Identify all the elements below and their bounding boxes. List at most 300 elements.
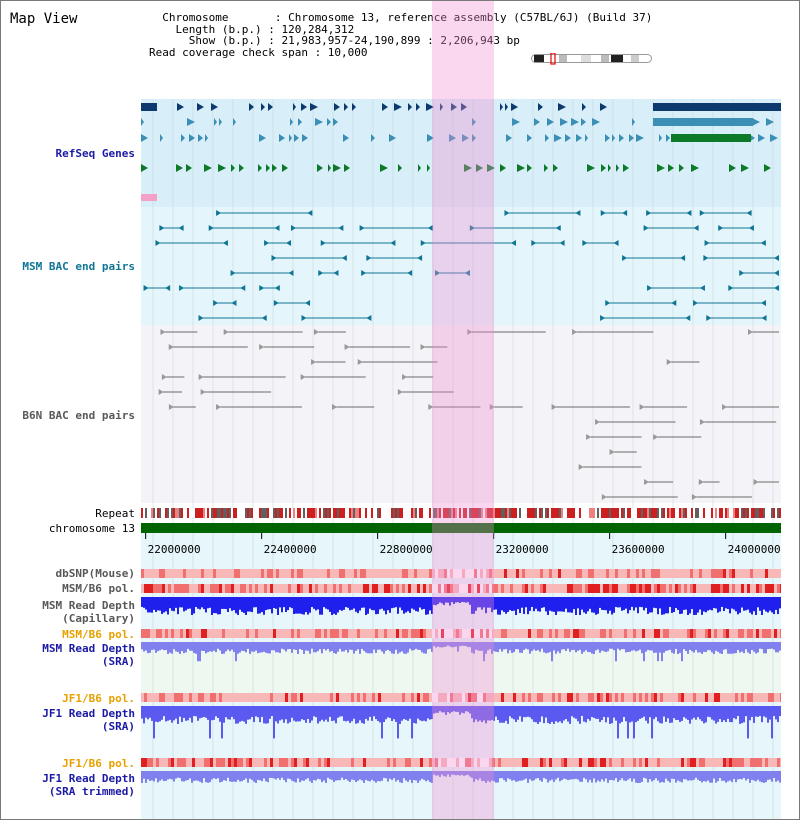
heat-cell [735, 693, 738, 702]
depth-bar [381, 771, 383, 781]
depth-bar [579, 771, 581, 782]
depth-bar [269, 597, 271, 609]
heat-cell [228, 629, 231, 638]
depth-bar [293, 771, 295, 782]
heat-cell [774, 693, 777, 702]
depth-bar [347, 597, 349, 608]
repeat-mark [285, 508, 287, 518]
repeat-mark [237, 508, 239, 518]
depth-bar [523, 771, 525, 780]
heat-cell [264, 758, 267, 767]
heat-cell [672, 584, 675, 593]
depth-bar [375, 706, 377, 719]
depth-bar [497, 597, 499, 615]
depth-bar [645, 706, 647, 721]
heat-cell [762, 569, 765, 578]
depth-bar [173, 706, 175, 720]
repeat-mark [585, 508, 587, 518]
depth-bar [589, 597, 591, 609]
repeat-mark [179, 508, 181, 518]
heat-cell [711, 693, 714, 702]
heat-cell [531, 629, 534, 638]
depth-bar [617, 642, 619, 649]
repeat-mark [327, 508, 329, 518]
depth-bar [335, 597, 337, 615]
depth-bar [601, 706, 603, 720]
heat-cell [216, 629, 219, 638]
heat-cell [360, 584, 363, 593]
heat-cell [342, 569, 345, 578]
depth-bar [709, 597, 711, 610]
heat-cell [291, 758, 294, 767]
heat-cell [663, 584, 666, 593]
depth-bar [275, 771, 277, 779]
heat-cell [702, 758, 705, 767]
heat-cell [300, 569, 303, 578]
heat-cell [231, 693, 234, 702]
depth-bar [723, 642, 725, 650]
depth-bar [709, 642, 711, 650]
depth-bar [621, 771, 623, 778]
heat-cell [222, 693, 225, 702]
heat-cell [213, 569, 216, 578]
depth-bar [765, 706, 767, 718]
repeat-mark [143, 508, 145, 518]
heat-cell [333, 629, 336, 638]
heat-cell [753, 569, 756, 578]
heat-cell [384, 693, 387, 702]
depth-bar [257, 597, 259, 614]
heat-cell [246, 758, 249, 767]
depth-bar [617, 771, 619, 782]
depth-bar [399, 771, 401, 782]
depth-bar [499, 771, 501, 778]
heat-cell [330, 629, 333, 638]
depth-bar [695, 642, 697, 650]
repeat-mark [353, 508, 355, 518]
heat-cell [405, 569, 408, 578]
depth-bar [185, 771, 187, 781]
heat-cell [396, 569, 399, 578]
depth-bar [247, 642, 249, 649]
depth-bar [599, 597, 601, 608]
heat-cell [552, 569, 555, 578]
heat-cell [564, 584, 567, 593]
depth-bar [143, 706, 145, 723]
depth-bar [281, 706, 283, 719]
heat-cell [240, 629, 243, 638]
depth-bar [539, 706, 541, 722]
heat-cell [264, 569, 267, 578]
heat-cell [558, 629, 561, 638]
depth-bar [529, 597, 531, 611]
depth-bar [587, 706, 589, 719]
depth-bar [561, 706, 563, 723]
depth-bar [743, 597, 745, 611]
depth-bar [193, 771, 195, 781]
depth-bar [583, 642, 585, 652]
depth-bar [625, 706, 627, 721]
heat-cell [417, 758, 420, 767]
depth-bar [347, 771, 349, 781]
depth-bar [247, 771, 249, 783]
repeat-mark [219, 508, 221, 518]
repeat-mark [189, 508, 191, 518]
heat-cell [507, 693, 510, 702]
heat-cell [669, 758, 672, 767]
repeat-mark [495, 508, 497, 518]
depth-bar [769, 706, 771, 720]
repeat-mark [351, 508, 353, 518]
heat-cell [666, 584, 669, 593]
depth-bar [149, 771, 151, 781]
heat-cell [702, 629, 705, 638]
depth-bar [773, 706, 775, 716]
heat-cell [546, 629, 549, 638]
heat-cell [573, 569, 576, 578]
heat-cell [180, 584, 183, 593]
track-label-msm-read-depth-cap: MSM Read Depth [42, 599, 135, 612]
depth-bar [545, 771, 547, 779]
heat-cell [375, 758, 378, 767]
depth-bar [755, 642, 757, 654]
depth-bar [737, 771, 739, 779]
depth-bar [585, 771, 587, 779]
depth-bar [351, 771, 353, 780]
heat-cell [573, 584, 576, 593]
depth-bar [699, 597, 701, 610]
heat-cell [624, 758, 627, 767]
depth-bar [253, 771, 255, 782]
depth-bar [321, 706, 323, 720]
heat-cell [729, 584, 732, 593]
depth-bar [169, 706, 171, 720]
heat-cell [630, 569, 633, 578]
depth-bar [643, 771, 645, 778]
heat-cell [300, 629, 303, 638]
depth-bar [547, 706, 549, 723]
repeat-mark [561, 508, 563, 518]
heat-cell [654, 693, 657, 702]
depth-bar [725, 597, 727, 608]
depth-bar [719, 597, 721, 612]
heat-cell [237, 569, 240, 578]
heat-cell [165, 569, 168, 578]
repeat-mark [199, 508, 201, 518]
depth-bar [713, 597, 715, 608]
depth-bar [281, 771, 283, 778]
depth-bar [149, 642, 151, 653]
repeat-mark [743, 508, 745, 518]
depth-bar [741, 706, 743, 723]
depth-bar [729, 706, 731, 722]
heat-cell [687, 569, 690, 578]
repeat-mark [259, 508, 261, 518]
repeat-mark [375, 508, 377, 518]
depth-bar [231, 642, 233, 650]
heat-cell [177, 693, 180, 702]
depth-bar [651, 642, 653, 651]
depth-bar [205, 706, 207, 718]
heat-cell [600, 758, 603, 767]
heat-cell [699, 569, 702, 578]
depth-bar [587, 642, 589, 652]
heat-cell [534, 584, 537, 593]
depth-bar [277, 771, 279, 778]
depth-bar [323, 706, 325, 721]
depth-bar [569, 642, 571, 652]
depth-bar [289, 771, 291, 779]
track-label-msm-read-depth-sra: MSM Read Depth [42, 642, 135, 655]
heat-cell [210, 584, 213, 593]
depth-bar [543, 771, 545, 778]
depth-bar [715, 642, 717, 651]
depth-bar [397, 642, 399, 654]
depth-bar [633, 771, 635, 779]
depth-bar [513, 597, 515, 611]
heat-cell [780, 629, 781, 638]
depth-bar [577, 771, 579, 780]
depth-bar [529, 642, 531, 654]
depth-bar [667, 642, 669, 650]
depth-bar [495, 706, 497, 717]
depth-bar [511, 597, 513, 611]
depth-bar [627, 771, 629, 780]
depth-bar [669, 706, 671, 723]
heat-cell [426, 693, 429, 702]
depth-bar [667, 706, 669, 718]
repeat-mark [267, 508, 269, 518]
heat-cell [636, 569, 639, 578]
heat-cell [420, 584, 423, 593]
repeat-mark [397, 508, 399, 518]
heat-cell [654, 629, 657, 638]
depth-bar [713, 706, 715, 721]
depth-bar [197, 771, 199, 781]
heat-cell [645, 693, 648, 702]
heat-cell [744, 758, 747, 767]
repeat-mark [149, 508, 151, 518]
heat-cell [159, 758, 162, 767]
heat-cell [324, 584, 327, 593]
depth-bar [355, 597, 357, 612]
depth-bar [725, 642, 727, 649]
depth-bar [387, 706, 389, 717]
heat-cell [414, 693, 417, 702]
depth-bar [647, 642, 649, 650]
depth-bar [721, 597, 723, 607]
heat-cell [216, 758, 219, 767]
depth-bar [295, 642, 297, 650]
heat-cell [711, 584, 714, 593]
depth-bar [693, 706, 695, 718]
depth-bar [215, 642, 217, 652]
depth-bar [181, 771, 183, 781]
repeat-mark [507, 508, 509, 518]
depth-bar [341, 642, 343, 652]
heat-cell [276, 569, 279, 578]
repeat-mark [525, 508, 527, 518]
depth-bar [305, 642, 307, 650]
depth-bar [211, 642, 213, 652]
repeat-mark [381, 508, 383, 518]
heat-cell [261, 693, 264, 702]
heat-cell [693, 758, 696, 767]
depth-bar [531, 771, 533, 781]
depth-bar [289, 642, 291, 649]
heat-cell [630, 629, 633, 638]
depth-bar [179, 642, 181, 654]
depth-bar [369, 771, 371, 781]
depth-bar [299, 771, 301, 782]
depth-bar [293, 706, 295, 721]
depth-bar [403, 642, 405, 654]
heat-cell [546, 693, 549, 702]
heat-cell [390, 758, 393, 767]
heat-cell [216, 569, 219, 578]
heat-cell [717, 629, 720, 638]
heat-cell [555, 584, 558, 593]
heat-cell [165, 758, 168, 767]
heat-cell [162, 569, 165, 578]
depth-bar [351, 642, 353, 650]
heat-cell [708, 569, 711, 578]
depth-bar [567, 642, 569, 649]
heat-cell [747, 569, 750, 578]
heat-cell [735, 584, 738, 593]
depth-bar [367, 642, 369, 653]
heat-cell [165, 584, 168, 593]
depth-bar [411, 706, 413, 738]
depth-bar [361, 642, 363, 649]
heat-cell [633, 693, 636, 702]
heat-cell [222, 758, 225, 767]
depth-bar [539, 597, 541, 612]
heat-cell [141, 693, 144, 702]
depth-bar [225, 706, 227, 717]
depth-bar [513, 642, 515, 652]
heat-cell [669, 584, 672, 593]
depth-bar [677, 597, 679, 610]
depth-bar [363, 642, 365, 651]
depth-bar [353, 771, 355, 780]
depth-bar [399, 597, 401, 608]
heat-cell [282, 758, 285, 767]
depth-bar [583, 597, 585, 612]
depth-bar [345, 706, 347, 721]
depth-bar [647, 706, 649, 723]
depth-bar [691, 706, 693, 720]
depth-bar [607, 706, 609, 717]
heat-cell [693, 584, 696, 593]
depth-bar [161, 642, 163, 649]
heat-cell [273, 584, 276, 593]
heat-cell [192, 758, 195, 767]
repeat-mark [677, 508, 679, 518]
heat-cell [378, 693, 381, 702]
heat-cell [426, 758, 429, 767]
depth-bar [239, 597, 241, 610]
depth-bar [573, 597, 575, 609]
depth-bar [769, 642, 771, 649]
depth-bar [163, 771, 165, 781]
depth-bar [737, 642, 739, 650]
heat-cell [714, 584, 717, 593]
heat-cell [321, 693, 324, 702]
depth-bar [351, 597, 353, 610]
depth-bar [331, 642, 333, 651]
depth-bar [363, 597, 365, 608]
depth-bar [155, 597, 157, 612]
depth-bar [317, 706, 319, 724]
depth-bar [195, 706, 197, 716]
depth-bar [315, 706, 317, 717]
repeat-mark [685, 508, 687, 518]
repeat-mark [317, 508, 319, 518]
depth-bar [367, 597, 369, 614]
repeat-mark [183, 508, 185, 518]
repeat-mark [147, 508, 149, 518]
heat-cell [327, 584, 330, 593]
heat-cell [315, 629, 318, 638]
heat-cell [417, 584, 420, 593]
track-label-b6n-bac: B6N BAC end pairs [22, 409, 135, 422]
depth-bar [183, 771, 185, 782]
heat-cell [282, 693, 285, 702]
depth-bar [651, 597, 653, 612]
depth-bar [501, 706, 503, 723]
heat-cell [141, 758, 144, 767]
repeat-mark [571, 508, 573, 518]
heat-cell [378, 758, 381, 767]
depth-bar [691, 642, 693, 651]
depth-bar [659, 642, 661, 653]
heat-cell [510, 584, 513, 593]
depth-bar [391, 771, 393, 780]
depth-bar [229, 771, 231, 781]
heat-cell [219, 569, 222, 578]
heat-cell [690, 569, 693, 578]
repeat-mark [739, 508, 741, 518]
depth-bar [701, 597, 703, 615]
depth-bar [739, 771, 741, 779]
heat-cell [339, 584, 342, 593]
heat-cell [636, 693, 639, 702]
depth-bar [515, 597, 517, 615]
depth-bar [145, 597, 147, 610]
depth-bar [209, 642, 211, 651]
repeat-mark [773, 508, 775, 518]
depth-bar [611, 771, 613, 780]
heat-cell [150, 693, 153, 702]
repeat-mark [297, 508, 299, 518]
depth-bar [677, 706, 679, 720]
depth-bar [569, 597, 571, 612]
depth-bar [625, 771, 627, 781]
heat-cell [156, 693, 159, 702]
heat-cell [174, 693, 177, 702]
depth-bar [159, 771, 161, 781]
depth-bar [575, 771, 577, 779]
repeat-mark [409, 508, 411, 518]
depth-bar [571, 706, 573, 716]
heat-cell [549, 758, 552, 767]
heat-cell [585, 569, 588, 578]
depth-bar [669, 642, 671, 650]
heat-cell [213, 693, 216, 702]
depth-bar [501, 771, 503, 778]
depth-bar [639, 597, 641, 607]
